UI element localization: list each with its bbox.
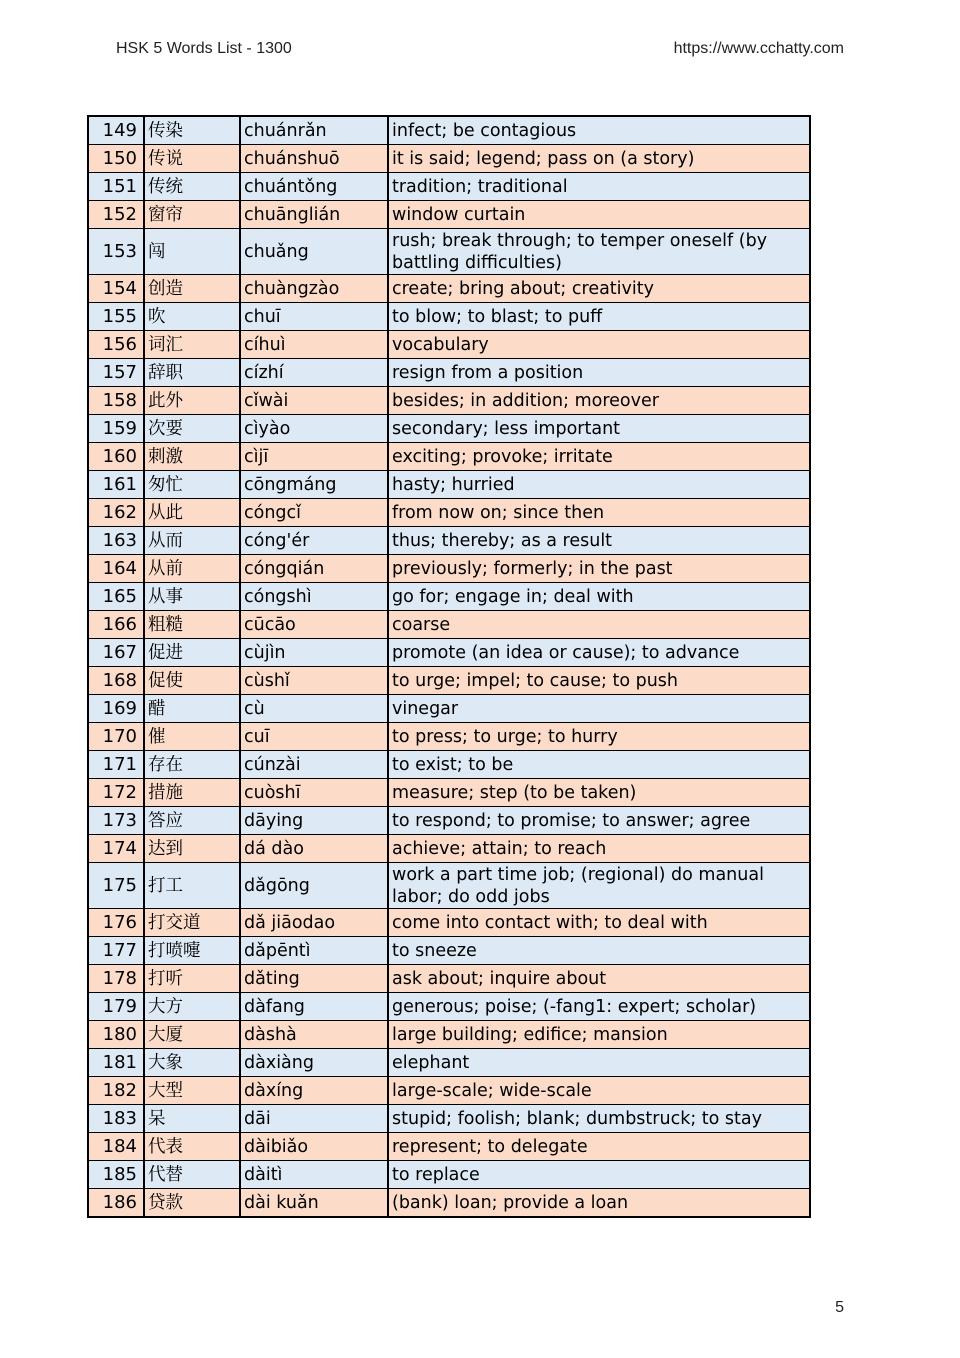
hanzi-cell: 呆 [144, 1105, 240, 1133]
pinyin-cell: dāi [240, 1105, 388, 1133]
hanzi-cell: 大型 [144, 1077, 240, 1105]
meaning-cell: represent; to delegate [388, 1133, 810, 1161]
table-row [88, 965, 810, 993]
word-number: 182 [88, 1077, 144, 1105]
hanzi-cell: 传统 [144, 173, 240, 201]
pinyin-cell: cóngcǐ [240, 499, 388, 527]
pinyin-cell: cìjī [240, 443, 388, 471]
word-number: 170 [88, 723, 144, 751]
hanzi-cell: 打交道 [144, 909, 240, 937]
word-number: 163 [88, 527, 144, 555]
word-number: 155 [88, 303, 144, 331]
word-number: 183 [88, 1105, 144, 1133]
hanzi-cell: 打喷嚏 [144, 937, 240, 965]
hanzi-cell: 贷款 [144, 1189, 240, 1218]
table-row [88, 201, 810, 229]
meaning-cell: come into contact with; to deal with [388, 909, 810, 937]
table-row [88, 937, 810, 965]
hanzi-cell: 大方 [144, 993, 240, 1021]
hanzi-cell: 答应 [144, 807, 240, 835]
pinyin-cell: dāying [240, 807, 388, 835]
hanzi-cell: 醋 [144, 695, 240, 723]
meaning-cell: promote (an idea or cause); to advance [388, 639, 810, 667]
pinyin-cell: cùjìn [240, 639, 388, 667]
hanzi-cell: 辞职 [144, 359, 240, 387]
pinyin-cell: cízhí [240, 359, 388, 387]
meaning-cell: go for; engage in; deal with [388, 583, 810, 611]
pinyin-cell: dàxíng [240, 1077, 388, 1105]
table-row [88, 583, 810, 611]
table-row [88, 471, 810, 499]
pinyin-cell: cù [240, 695, 388, 723]
meaning-cell: thus; thereby; as a result [388, 527, 810, 555]
pinyin-cell: cóngshì [240, 583, 388, 611]
word-number: 162 [88, 499, 144, 527]
meaning-cell: work a part time job; (regional) do manual labor; do odd jobs [388, 863, 810, 909]
word-number: 165 [88, 583, 144, 611]
pinyin-cell: dá dào [240, 835, 388, 863]
word-number: 181 [88, 1049, 144, 1077]
hanzi-cell: 代表 [144, 1133, 240, 1161]
meaning-cell: infect; be contagious [388, 116, 810, 145]
table-row [88, 527, 810, 555]
word-number: 177 [88, 937, 144, 965]
word-number: 160 [88, 443, 144, 471]
pinyin-cell: cùshǐ [240, 667, 388, 695]
table-row [88, 116, 810, 145]
table-row [88, 863, 810, 909]
hanzi-cell: 窗帘 [144, 201, 240, 229]
pinyin-cell: dài kuǎn [240, 1189, 388, 1218]
hanzi-cell: 词汇 [144, 331, 240, 359]
table-row [88, 611, 810, 639]
table-row [88, 499, 810, 527]
table-row [88, 303, 810, 331]
hanzi-cell: 大厦 [144, 1021, 240, 1049]
word-number: 151 [88, 173, 144, 201]
pinyin-cell: chuī [240, 303, 388, 331]
word-number: 174 [88, 835, 144, 863]
vocabulary-table [87, 115, 811, 1218]
meaning-cell: previously; formerly; in the past [388, 555, 810, 583]
hanzi-cell: 打工 [144, 863, 240, 909]
table-row [88, 1133, 810, 1161]
meaning-cell: generous; poise; (-fang1: expert; scholar) [388, 993, 810, 1021]
table-row [88, 275, 810, 303]
pinyin-cell: chuánshuō [240, 145, 388, 173]
hanzi-cell: 达到 [144, 835, 240, 863]
pinyin-cell: cǐwài [240, 387, 388, 415]
pinyin-cell: dàitì [240, 1161, 388, 1189]
meaning-cell: (bank) loan; provide a loan [388, 1189, 810, 1218]
word-number: 167 [88, 639, 144, 667]
meaning-cell: window curtain [388, 201, 810, 229]
hanzi-cell: 从而 [144, 527, 240, 555]
table-row [88, 751, 810, 779]
meaning-cell: large-scale; wide-scale [388, 1077, 810, 1105]
meaning-cell: from now on; since then [388, 499, 810, 527]
word-number: 173 [88, 807, 144, 835]
meaning-cell: to replace [388, 1161, 810, 1189]
meaning-cell: to urge; impel; to cause; to push [388, 667, 810, 695]
hanzi-cell: 打听 [144, 965, 240, 993]
hanzi-cell: 促进 [144, 639, 240, 667]
word-number: 172 [88, 779, 144, 807]
table-row [88, 173, 810, 201]
meaning-cell: hasty; hurried [388, 471, 810, 499]
pinyin-cell: dǎpēntì [240, 937, 388, 965]
word-number: 152 [88, 201, 144, 229]
table-row [88, 1189, 810, 1218]
word-number: 185 [88, 1161, 144, 1189]
pinyin-cell: cóngqián [240, 555, 388, 583]
hanzi-cell: 创造 [144, 275, 240, 303]
word-number: 150 [88, 145, 144, 173]
meaning-cell: to exist; to be [388, 751, 810, 779]
word-number: 158 [88, 387, 144, 415]
meaning-cell: to blow; to blast; to puff [388, 303, 810, 331]
pinyin-cell: cuī [240, 723, 388, 751]
meaning-cell: secondary; less important [388, 415, 810, 443]
hanzi-cell: 大象 [144, 1049, 240, 1077]
meaning-cell: create; bring about; creativity [388, 275, 810, 303]
source-url: https://www.cchatty.com [673, 40, 844, 57]
table-row [88, 359, 810, 387]
meaning-cell: vocabulary [388, 331, 810, 359]
meaning-cell: stupid; foolish; blank; dumbstruck; to stay [388, 1105, 810, 1133]
meaning-cell: large building; edifice; mansion [388, 1021, 810, 1049]
document-title: HSK 5 Words List - 1300 [116, 40, 292, 57]
hanzi-cell: 从此 [144, 499, 240, 527]
meaning-cell: resign from a position [388, 359, 810, 387]
meaning-cell: ask about; inquire about [388, 965, 810, 993]
word-number: 175 [88, 863, 144, 909]
hanzi-cell: 传染 [144, 116, 240, 145]
word-number: 178 [88, 965, 144, 993]
meaning-cell: rush; break through; to temper oneself (by battling difficulties) [388, 229, 810, 275]
word-number: 179 [88, 993, 144, 1021]
meaning-cell: achieve; attain; to reach [388, 835, 810, 863]
meaning-cell: measure; step (to be taken) [388, 779, 810, 807]
meaning-cell: to respond; to promise; to answer; agree [388, 807, 810, 835]
hanzi-cell: 此外 [144, 387, 240, 415]
pinyin-cell: chuánrǎn [240, 116, 388, 145]
table-row [88, 1077, 810, 1105]
hanzi-cell: 代替 [144, 1161, 240, 1189]
table-row [88, 1161, 810, 1189]
word-number: 164 [88, 555, 144, 583]
word-number: 168 [88, 667, 144, 695]
pinyin-cell: chuàngzào [240, 275, 388, 303]
table-row [88, 331, 810, 359]
meaning-cell: elephant [388, 1049, 810, 1077]
word-number: 186 [88, 1189, 144, 1218]
table-row [88, 909, 810, 937]
vocabulary-table-body [88, 116, 810, 1217]
pinyin-cell: dǎting [240, 965, 388, 993]
word-number: 149 [88, 116, 144, 145]
hanzi-cell: 促使 [144, 667, 240, 695]
word-number: 157 [88, 359, 144, 387]
table-row [88, 145, 810, 173]
meaning-cell: exciting; provoke; irritate [388, 443, 810, 471]
meaning-cell: it is said; legend; pass on (a story) [388, 145, 810, 173]
pinyin-cell: cūcāo [240, 611, 388, 639]
table-row [88, 415, 810, 443]
table-row [88, 1049, 810, 1077]
word-number: 156 [88, 331, 144, 359]
hanzi-cell: 刺激 [144, 443, 240, 471]
word-number: 171 [88, 751, 144, 779]
table-row [88, 807, 810, 835]
word-number: 166 [88, 611, 144, 639]
meaning-cell: besides; in addition; moreover [388, 387, 810, 415]
word-number: 176 [88, 909, 144, 937]
pinyin-cell: dǎ jiāodao [240, 909, 388, 937]
hanzi-cell: 闯 [144, 229, 240, 275]
table-row [88, 229, 810, 275]
table-row [88, 835, 810, 863]
meaning-cell: to sneeze [388, 937, 810, 965]
hanzi-cell: 吹 [144, 303, 240, 331]
hanzi-cell: 匆忙 [144, 471, 240, 499]
word-number: 169 [88, 695, 144, 723]
meaning-cell: vinegar [388, 695, 810, 723]
meaning-cell: coarse [388, 611, 810, 639]
table-row [88, 723, 810, 751]
pinyin-cell: cìyào [240, 415, 388, 443]
meaning-cell: to press; to urge; to hurry [388, 723, 810, 751]
pinyin-cell: dàshà [240, 1021, 388, 1049]
word-number: 154 [88, 275, 144, 303]
hanzi-cell: 传说 [144, 145, 240, 173]
word-number: 184 [88, 1133, 144, 1161]
table-row [88, 1105, 810, 1133]
table-row [88, 1021, 810, 1049]
page-number: 5 [835, 1299, 844, 1316]
hanzi-cell: 催 [144, 723, 240, 751]
pinyin-cell: dàxiàng [240, 1049, 388, 1077]
table-row [88, 779, 810, 807]
word-number: 159 [88, 415, 144, 443]
pinyin-cell: cíhuì [240, 331, 388, 359]
table-row [88, 387, 810, 415]
pinyin-cell: chuǎng [240, 229, 388, 275]
pinyin-cell: dàfang [240, 993, 388, 1021]
pinyin-cell: cóng'ér [240, 527, 388, 555]
pinyin-cell: cuòshī [240, 779, 388, 807]
table-row [88, 639, 810, 667]
pinyin-cell: dàibiǎo [240, 1133, 388, 1161]
hanzi-cell: 措施 [144, 779, 240, 807]
pinyin-cell: cōngmáng [240, 471, 388, 499]
hanzi-cell: 粗糙 [144, 611, 240, 639]
table-row [88, 555, 810, 583]
pinyin-cell: chuántǒng [240, 173, 388, 201]
table-row [88, 443, 810, 471]
hanzi-cell: 存在 [144, 751, 240, 779]
word-number: 153 [88, 229, 144, 275]
pinyin-cell: chuānglián [240, 201, 388, 229]
pinyin-cell: cúnzài [240, 751, 388, 779]
meaning-cell: tradition; traditional [388, 173, 810, 201]
table-row [88, 993, 810, 1021]
hanzi-cell: 从事 [144, 583, 240, 611]
pinyin-cell: dǎgōng [240, 863, 388, 909]
word-number: 161 [88, 471, 144, 499]
hanzi-cell: 次要 [144, 415, 240, 443]
hanzi-cell: 从前 [144, 555, 240, 583]
table-row [88, 667, 810, 695]
word-number: 180 [88, 1021, 144, 1049]
table-row [88, 695, 810, 723]
